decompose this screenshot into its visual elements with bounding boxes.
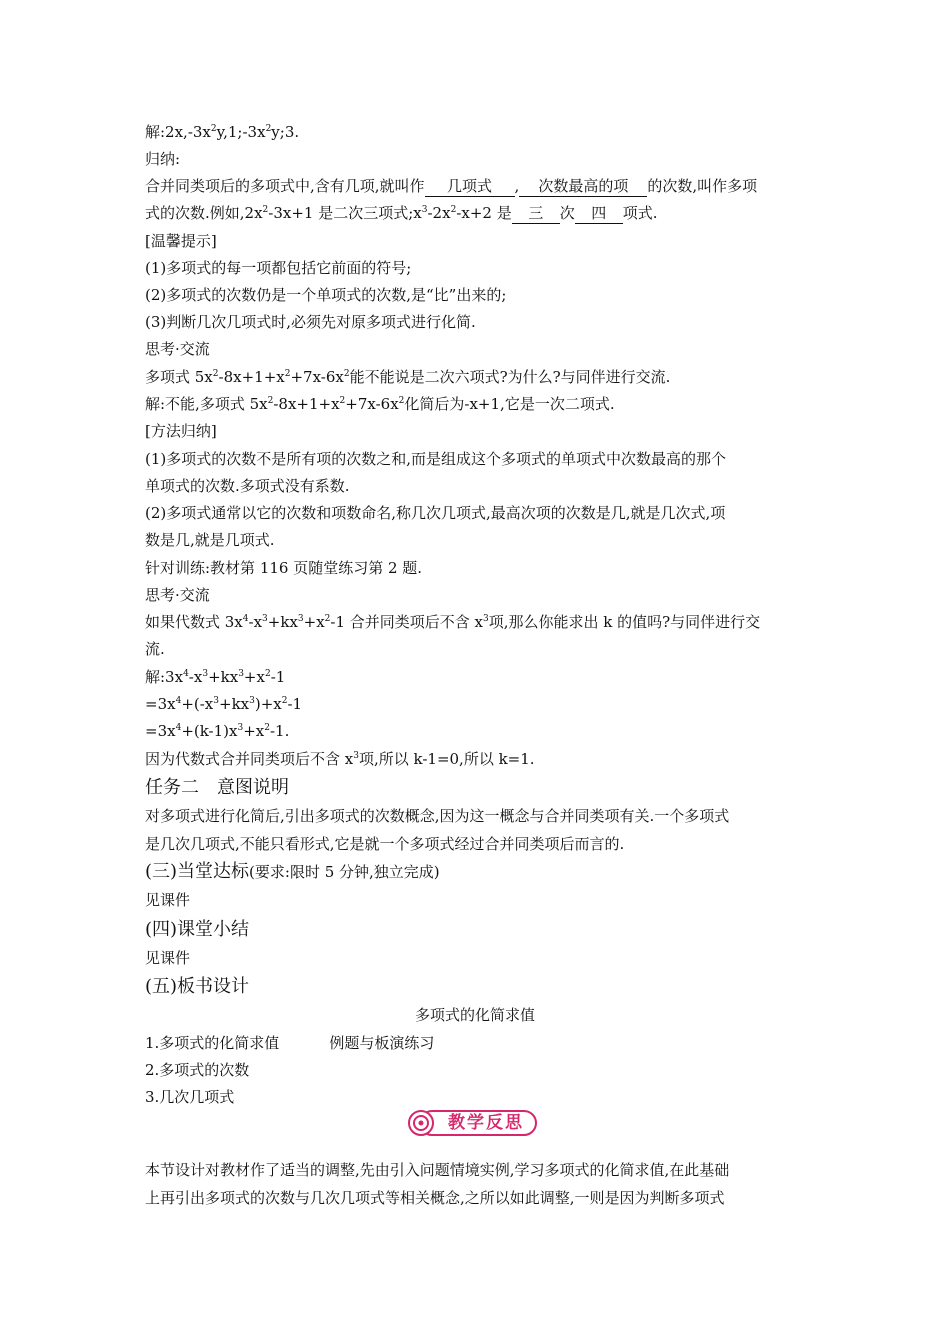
- method-item-2-cont: 数是几,就是几项式.: [145, 531, 275, 549]
- superscript: 4: [175, 696, 182, 706]
- text: y;3.: [271, 123, 300, 141]
- text: -1.: [269, 722, 290, 740]
- solution-line: [145, 694, 805, 714]
- superscript: 2: [210, 124, 217, 134]
- text: +7x-6x: [290, 368, 344, 386]
- text: -1 合并同类项后不含 x: [330, 613, 484, 631]
- superscript: 2: [339, 396, 346, 406]
- text: 项,那么你能求出 k 的值吗?与同伴进行交: [488, 613, 761, 631]
- superscript: 2: [267, 396, 274, 406]
- superscript: 3: [297, 614, 304, 624]
- example-line: [145, 203, 805, 224]
- text: 如果代数式 3x: [145, 613, 243, 631]
- board-title: 多项式的化简求值: [414, 1006, 535, 1024]
- text: =3x: [145, 695, 176, 713]
- tip-heading: [温馨提示]: [145, 232, 217, 250]
- text: -8x+1+x: [273, 395, 340, 413]
- body-line: 见课件: [145, 891, 191, 909]
- superscript: 4: [183, 669, 189, 679]
- board-line: [145, 1033, 805, 1053]
- superscript: 3: [353, 751, 359, 761]
- text: 解:3x: [145, 668, 184, 686]
- text: +(k-1)x: [181, 722, 238, 740]
- reflection-icon: [407, 1109, 437, 1137]
- definition-line: [145, 176, 805, 197]
- reflection-line: 上再引出多项式的次数与几次几项式等相关概念,之所以如此调整,一则是因为判断多项式: [145, 1189, 725, 1207]
- superscript: 4: [242, 614, 249, 624]
- tip-item-1: (1)多项式的每一项都包括它前面的符号;: [145, 259, 412, 277]
- heading-text: (三)当堂达标: [145, 861, 250, 882]
- board-item: 例题与板演练习: [329, 1034, 435, 1052]
- superscript: 2: [264, 723, 270, 733]
- superscript: 3: [262, 614, 268, 624]
- solution-line: [145, 667, 805, 687]
- text: 因为代数式合并同类项后不含 x: [145, 750, 354, 768]
- text: -x: [248, 613, 263, 631]
- method-item-1-cont: 单项式的次数.多项式没有系数.: [145, 477, 350, 495]
- superscript: 3: [237, 723, 244, 733]
- text: -x: [188, 668, 203, 686]
- superscript: 3: [421, 205, 428, 215]
- question-line: [145, 612, 805, 632]
- text: -8x+1+x: [218, 368, 285, 386]
- superscript: 2: [262, 205, 269, 215]
- text: +(-x: [181, 695, 214, 713]
- board-item: 1.多项式的化简求值: [145, 1034, 280, 1052]
- text: 化简后为-x+1,它是一次二项式.: [404, 395, 615, 413]
- section-heading: 任务二 意图说明: [145, 777, 289, 798]
- text: =3x: [145, 722, 176, 740]
- text: +x: [243, 668, 265, 686]
- text: -2x: [427, 204, 451, 222]
- superscript: 2: [265, 124, 272, 134]
- text: -x+2 是: [456, 204, 512, 222]
- text: +kx: [219, 695, 250, 713]
- text: +7x-6x: [345, 395, 399, 413]
- method-item-2: (2)多项式通常以它的次数和项数命名,称几次几项式,最高次项的次数是几,就是几次式,项: [145, 504, 726, 522]
- board-line: 2.多项式的次数: [145, 1061, 250, 1079]
- text: 式的次数.例如,2x: [145, 204, 263, 222]
- superscript: 4: [175, 723, 182, 733]
- text: 项式.: [622, 204, 658, 222]
- teaching-reflection-badge: [405, 1106, 540, 1140]
- text: 解:不能,多项式 5x: [145, 395, 268, 413]
- text: 多项式 5x: [145, 368, 213, 386]
- practice-line: 针对训练:教材第 116 页随堂练习第 2 题.: [145, 559, 423, 577]
- method-item-1: (1)多项式的次数不是所有项的次数之和,而是组成这个多项式的单项式中次数最高的那个: [145, 450, 727, 468]
- superscript: 3: [213, 696, 219, 706]
- superscript: 3: [483, 614, 489, 624]
- text: +x: [303, 613, 325, 631]
- question-line-cont: 流.: [145, 640, 165, 658]
- answer-line: [145, 122, 805, 142]
- text: )+x: [254, 695, 282, 713]
- think-label: 思考·交流: [145, 586, 210, 604]
- body-line: 见课件: [145, 949, 191, 967]
- section-heading: (五)板书设计: [145, 976, 250, 997]
- board-line: 3.几次几项式: [145, 1088, 235, 1106]
- text: ,: [514, 177, 520, 195]
- superscript: 2: [324, 614, 331, 624]
- summary-label: 归纳:: [145, 150, 181, 168]
- fill-blank: 次数最高的项: [519, 176, 647, 197]
- text: +x: [243, 722, 265, 740]
- section-heading: (四)课堂小结: [145, 919, 250, 940]
- text: y,1;-3x: [216, 123, 266, 141]
- tip-item-3: (3)判断几次几项式时,必须先对原多项式进行化简.: [145, 313, 476, 331]
- method-heading: [方法归纳]: [145, 422, 217, 440]
- fill-blank: 四: [575, 203, 623, 224]
- solution-conclusion: [145, 749, 805, 769]
- text: 合并同类项后的多项式中,含有几项,就叫作: [145, 177, 425, 195]
- superscript: 2: [284, 369, 291, 379]
- text: +kx: [267, 613, 298, 631]
- think-label: 思考·交流: [145, 340, 210, 358]
- superscript: 3: [202, 669, 209, 679]
- superscript: 3: [238, 669, 244, 679]
- superscript: 2: [450, 205, 457, 215]
- answer-line: [145, 394, 805, 414]
- section-heading: [145, 861, 805, 883]
- text: +kx: [208, 668, 239, 686]
- solution-line: [145, 721, 805, 741]
- question-line: [145, 367, 805, 387]
- tip-item-2: (2)多项式的次数仍是一个单项式的次数,是“比”出来的;: [145, 286, 507, 304]
- fill-blank: 三: [512, 203, 560, 224]
- superscript: 2: [281, 696, 288, 706]
- superscript: 2: [343, 369, 350, 379]
- text: -1: [287, 695, 303, 713]
- text: -1: [270, 668, 286, 686]
- reflection-line: 本节设计对教材作了适当的调整,先由引入问题情境实例,学习多项式的化简求值,在此基础: [145, 1161, 730, 1179]
- superscript: 2: [264, 669, 271, 679]
- text: -3x+1 是二次三项式;x: [268, 204, 422, 222]
- superscript: 3: [249, 696, 255, 706]
- text: 能不能说是二次六项式?为什么?与同伴进行交流.: [349, 368, 671, 386]
- superscript: 2: [212, 369, 219, 379]
- text: 的次数,叫作多项: [647, 177, 758, 195]
- text: 次: [559, 204, 575, 222]
- text: 解:2x,-3x: [145, 123, 211, 141]
- superscript: 2: [398, 396, 405, 406]
- badge-label: 教学反思: [448, 1113, 524, 1133]
- paragraph-line: 对多项式进行化简后,引出多项式的次数概念,因为这一概念与合并同类项有关.一个多项式: [145, 807, 730, 825]
- heading-note: (要求:限时 5 分钟,独立完成): [249, 863, 440, 881]
- text: 项,所以 k-1=0,所以 k=1.: [358, 750, 535, 768]
- paragraph-line: 是几次几项式,不能只看形式,它是就一个多项式经过合并同类项后而言的.: [145, 835, 625, 853]
- fill-blank: 几项式: [425, 176, 515, 197]
